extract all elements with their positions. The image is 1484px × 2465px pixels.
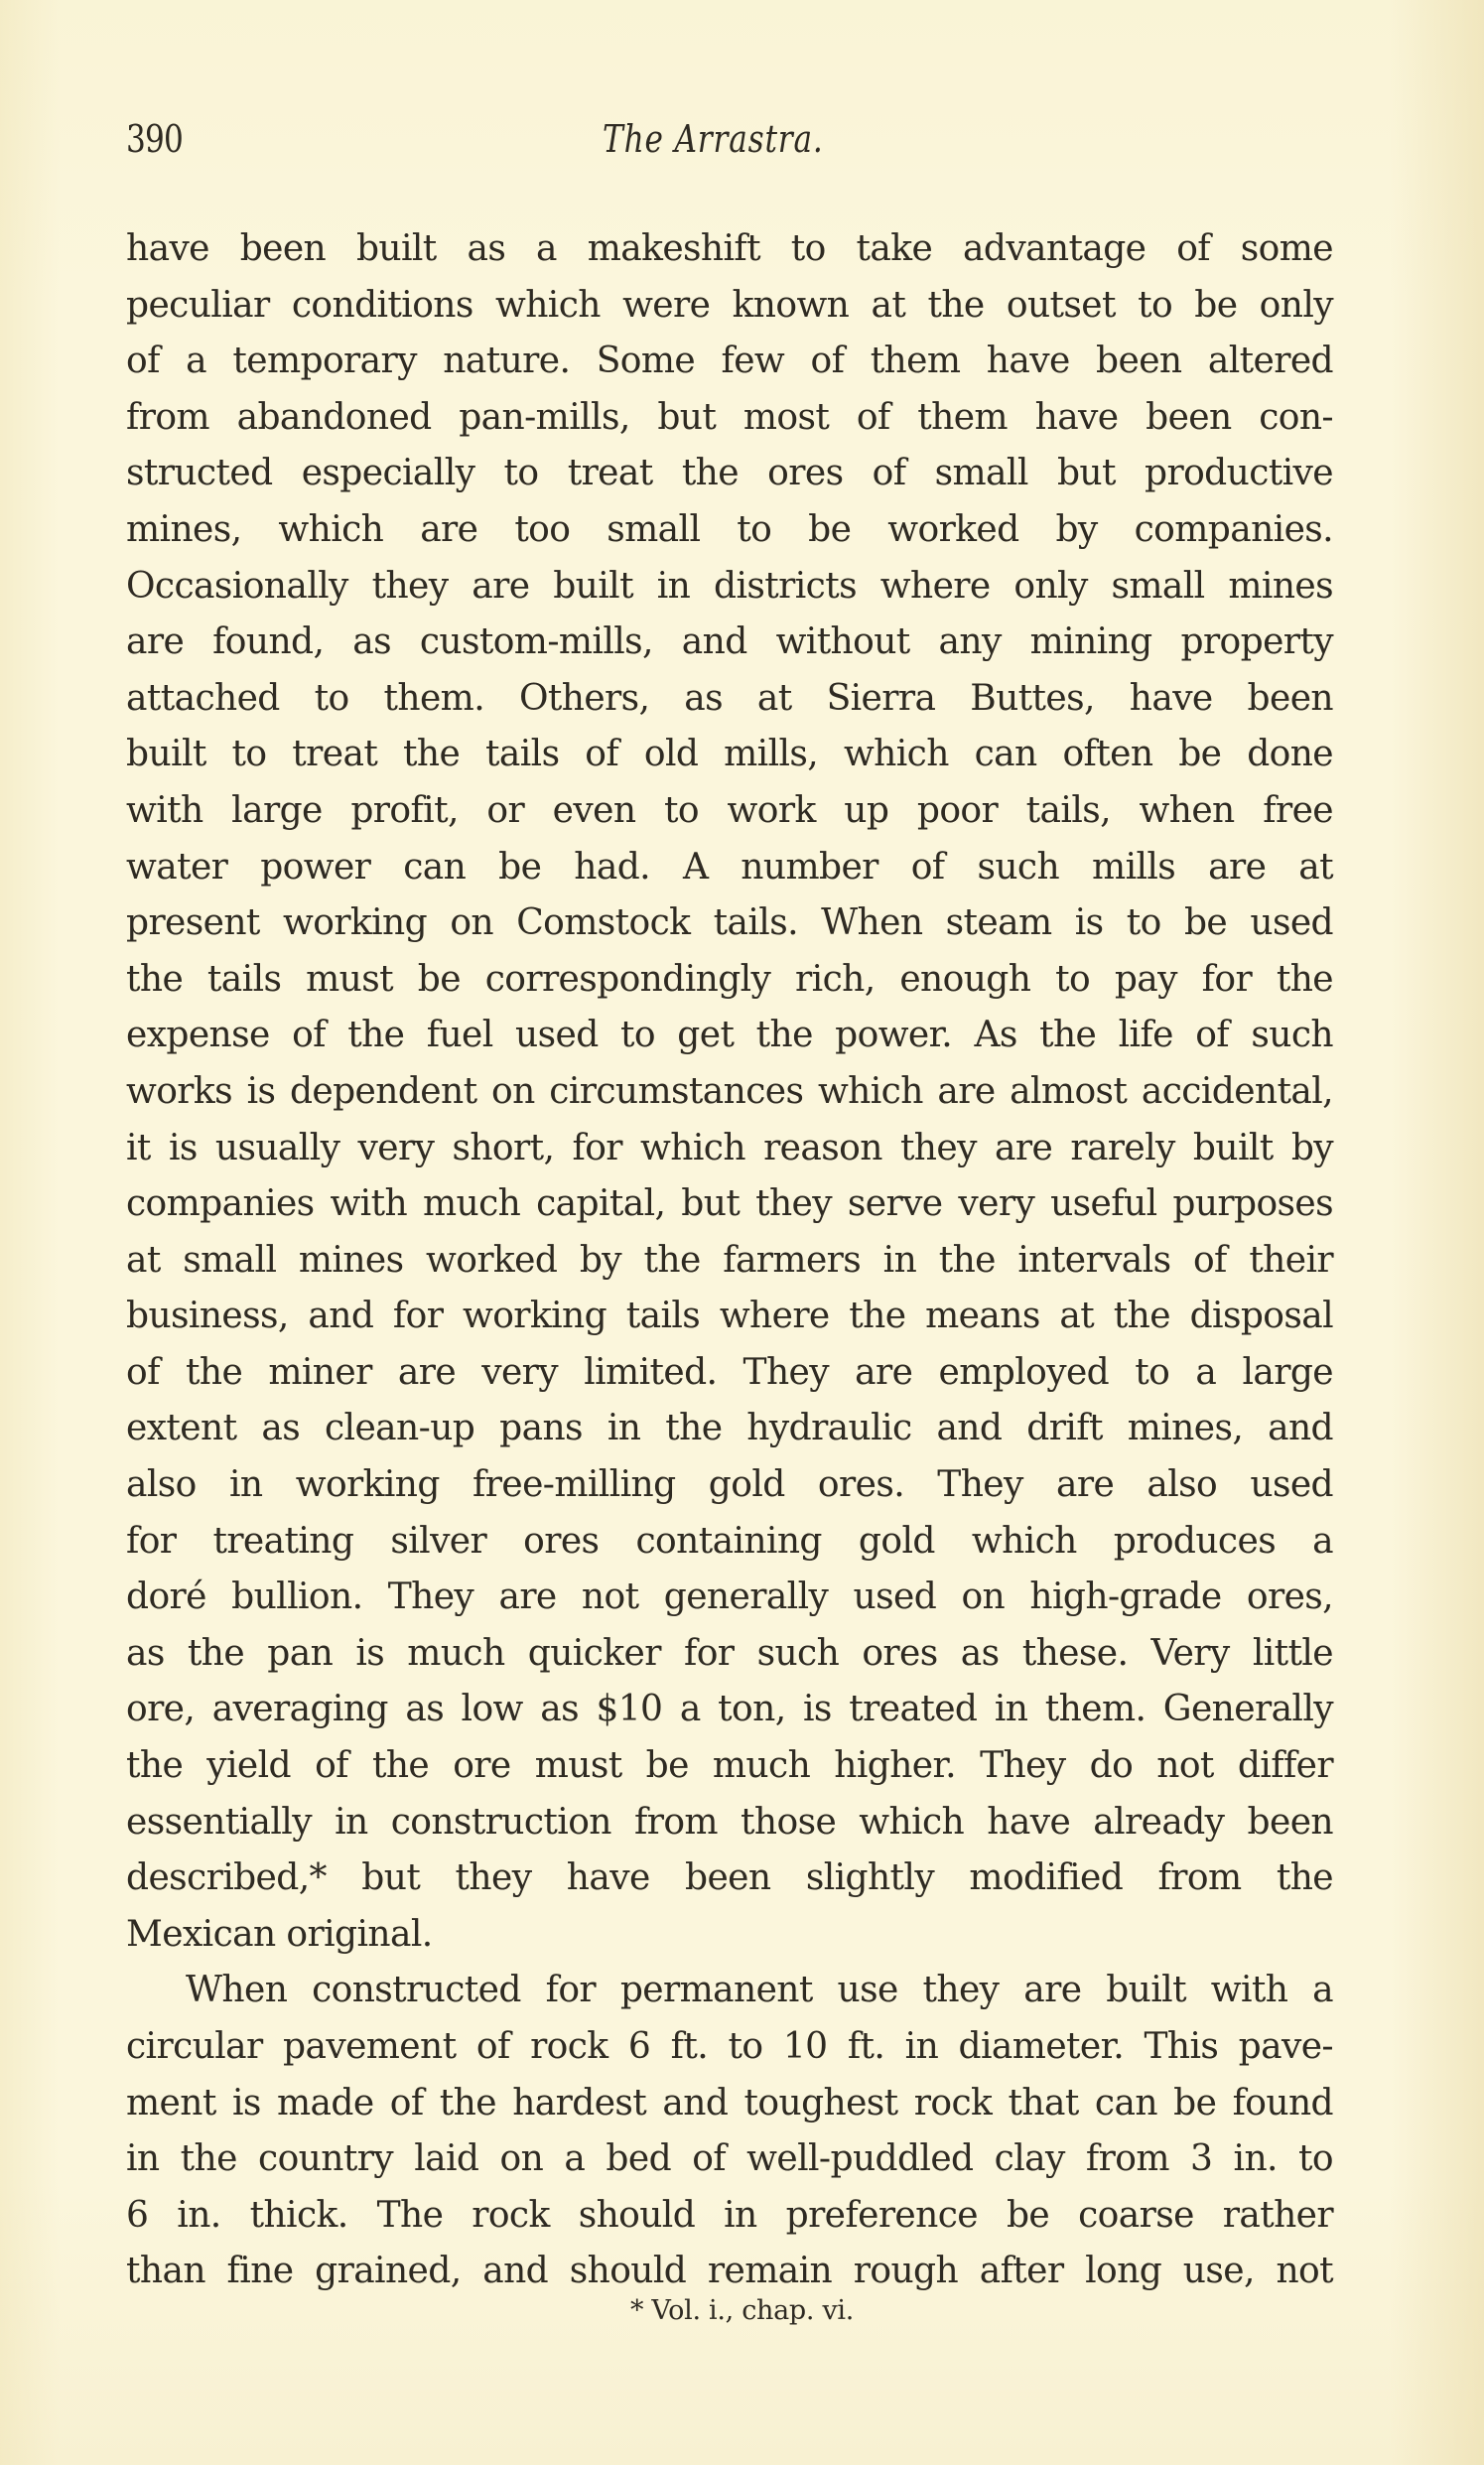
text-line: Mexican original.	[126, 1913, 433, 1955]
text-line: circular pavement of rock 6 ft. to 10 ft. in diameter. This pave-	[126, 2026, 1333, 2067]
text-line: the tails must be correspondingly rich, enough to pay for the	[126, 958, 1333, 1000]
text-line: present working on Comstock tails. When steam is to be used	[126, 902, 1333, 944]
text-line: extent as clean-up pans in the hydraulic and drift mines, and	[126, 1408, 1333, 1449]
running-title: The Arrastra.	[603, 117, 824, 161]
text-line: 6 in. thick. The rock should in preference be coarse rather	[126, 2194, 1333, 2236]
text-line: in the country laid on a bed of well-puddled clay from 3 in. to	[126, 2138, 1333, 2180]
text-line: expense of the fuel used to get the power. As the life of such	[126, 1015, 1333, 1056]
footnote: * Vol. i., chap. vi.	[629, 2295, 855, 2326]
text-line: Occasionally they are built in districts where only small mines	[126, 565, 1333, 607]
text-line: of a temporary nature. Some few of them have been altered	[126, 341, 1333, 382]
text-line: of the miner are very limited. They are employed to a large	[126, 1351, 1333, 1393]
text-line: than fine grained, and should remain rough after long use, not	[126, 2251, 1333, 2292]
text-line: attached to them. Others, as at Sierra Buttes, have been	[126, 677, 1333, 719]
text-line: When constructed for permanent use they are built with a	[186, 1970, 1333, 2011]
text-line: ore, averaging as low as $10 a ton, is treated in them. Generally	[126, 1689, 1333, 1730]
text-line: peculiar conditions which were known at the outset to be only	[126, 284, 1333, 326]
text-line: works is dependent on circumstances which are almost accidental,	[126, 1070, 1333, 1112]
text-line: water power can be had. A number of such mills are at	[126, 846, 1333, 888]
running-head	[126, 117, 1333, 177]
text-line: at small mines worked by the farmers in the intervals of their	[126, 1239, 1333, 1281]
text-line: mines, which are too small to be worked by companies.	[126, 508, 1333, 550]
paragraph-2	[126, 1963, 1333, 2300]
text-line: ment is made of the hardest and toughest rock that can be found	[126, 2082, 1333, 2123]
text-line: companies with much capital, but they serve very useful purposes	[126, 1183, 1333, 1225]
text-line: from abandoned pan-mills, but most of them have been con-	[126, 396, 1333, 438]
text-line: essentially in construction from those which have already been	[126, 1801, 1333, 1843]
text-line: as the pan is much quicker for such ores as these. Very little	[126, 1632, 1333, 1674]
text-line: built to treat the tails of old mills, which can often be done	[126, 734, 1333, 775]
text-line: structed especially to treat the ores of small but productive	[126, 453, 1333, 494]
text-line: business, and for working tails where the means at the disposal	[126, 1296, 1333, 1337]
text-line: for treating silver ores containing gold which produces a	[126, 1520, 1333, 1562]
text-line: with large profit, or even to work up poor tails, when free	[126, 789, 1333, 831]
text-line: the yield of the ore must be much higher. They do not differ	[126, 1745, 1333, 1787]
page-number: 390	[126, 117, 184, 161]
text-line: also in working free-milling gold ores. They are also used	[126, 1464, 1333, 1506]
body-text	[126, 221, 1333, 2300]
text-line: are found, as custom-mills, and without any mining property	[126, 621, 1333, 663]
text-line: it is usually very short, for which reason they are rarely built by	[126, 1127, 1333, 1168]
text-line: doré bullion. They are not generally used on high-grade ores,	[126, 1576, 1333, 1618]
paragraph-1	[126, 221, 1333, 1963]
text-line: have been built as a makeshift to take advantage of some	[126, 228, 1333, 269]
text-line: described,* but they have been slightly modified from the	[126, 1857, 1333, 1899]
